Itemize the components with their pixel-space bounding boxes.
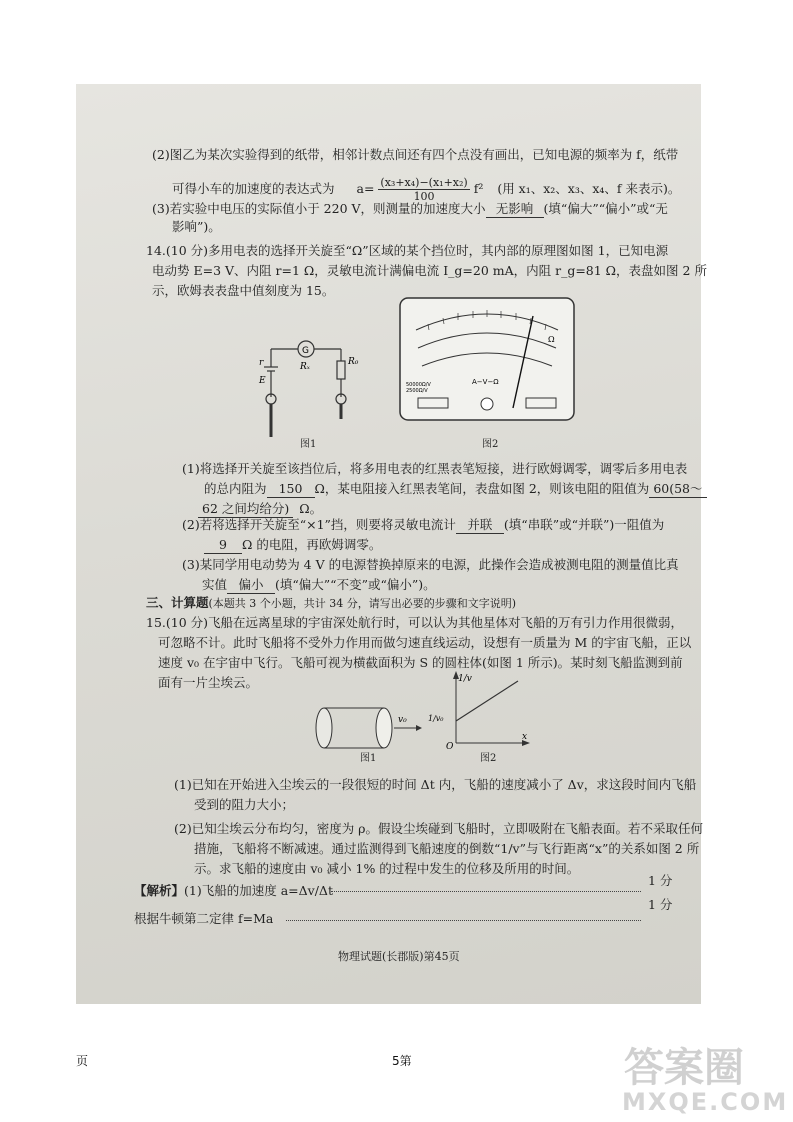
e-label: E [259, 376, 266, 386]
spaceship-cylinder [312, 704, 422, 754]
y-axis-label: 1/v [458, 674, 472, 684]
meter-mode: A−V−Ω [472, 378, 499, 386]
q14-line2: 电动势 E=3 V、内阻 r=1 Ω，灵敏电流计满偏电流 I_g=20 mA，内阻 r_g=81 Ω，表盘如图 2 所 [152, 263, 707, 278]
q13-part3-line1: (3)若实验中电压的实际值小于 220 V，则测量的加速度大小 无影响 (填“偏大”“偏小”或“无 [152, 201, 668, 216]
q14-part2-line1: (2)若将选择开关旋至“×1”挡，则要将灵敏电流计 并联 (填“串联”或“并联”)一阻值为 [182, 517, 665, 532]
q14-part1-line1: (1)将选择开关旋至该挡位后，将多用电表的红黑表笔短接，进行欧姆调零，调零后多用电表 [182, 461, 688, 476]
fig2-caption: 图2 [482, 439, 499, 450]
q15-line2: 可忽略不计。此时飞船将不受外力作用而做匀速直线运动，设想有一质量为 M 的宇宙飞船，正以 [158, 635, 692, 650]
rx-label: Rₓ [300, 362, 310, 372]
q14-part3-line1: (3)某同学用电动势为 4 V 的电源替换掉原来的电源，此操作会造成被测电阻的测量值比真 [182, 557, 679, 572]
q15-part2-line3: 示。求飞船的速度由 v₀ 减小 1% 的过程中发生的位移及所用的时间。 [194, 861, 580, 876]
fig1-caption: 图1 [300, 439, 317, 450]
answer-blank: 9 [204, 536, 242, 554]
acceleration-formula: a= $\frac{\text{(x₃+x₄)−(x₁+x₂)}}{100}$ f² [356, 176, 484, 203]
answer-blank: 150 [267, 480, 315, 498]
answer-blank: 并联 [456, 516, 504, 534]
origin-label: O [446, 742, 454, 749]
q13-part2-line1: (2)图乙为某次实验得到的纸带，相邻计数点间还有四个点没有画出，已知电源的频率为 f，纸带 [152, 147, 679, 162]
r0-label: R₀ [348, 357, 359, 367]
fig1-caption: 图1 [360, 753, 377, 764]
galvanometer-label: G [302, 346, 309, 356]
q14-line1: 14.(10 分)多用电表的选择开关旋至“Ω”区域的某个挡位时，其内部的原理图如图 1，已知电源 [146, 243, 669, 258]
dotted-leader [286, 920, 641, 921]
answer-blank: 偏小 [227, 576, 275, 594]
x-axis-label: x [522, 732, 528, 742]
solution-line1: 【解析】(1)飞船的加速度 a=Δv/Δt [134, 883, 333, 898]
scanned-page [76, 84, 707, 1004]
q15-line4: 面有一片尘埃云。 [158, 675, 259, 690]
q14-part1-line2: 的总内阻为 150 Ω，某电阻接入红黑表笔间，表盘如图 2，则该电阻的阻值为 60(58～ [204, 480, 707, 498]
q15-line1: 15.(10 分)飞船在远离星球的宇宙深处航行时，可以认为其他星体对飞船的万有引力作用很微弱， [146, 615, 684, 630]
q14-part3-line2: 实值 偏小 (填“偏大”“不变”或“偏小”)。 [202, 577, 436, 592]
answer-blank: 60(58～ [649, 480, 706, 498]
answer-blank: 无影响 [486, 200, 544, 218]
q15-part1-line1: (1)已知在开始进入尘埃云的一段很短的时间 Δt 内，飞船的速度减小了 Δv，求这段时间内飞船 [174, 777, 697, 792]
velocity-label: v₀ [398, 715, 407, 725]
q14-line3: 示，欧姆表表盘中值刻度为 15。 [152, 283, 335, 298]
fig2-caption: 图2 [480, 753, 497, 764]
site-watermark: MXQE.COM [622, 1088, 789, 1116]
meter-spec: 50000Ω/V [406, 382, 431, 388]
q14-part1-line3: 62 之间均给分) Ω。 [198, 500, 322, 518]
q14-part2-line2: 9 Ω 的电阻，再欧姆调零。 [204, 536, 381, 554]
inverse-velocity-graph [426, 669, 531, 749]
score-1: 1 分 [648, 873, 673, 888]
ohm-unit: Ω [548, 335, 555, 344]
brand-watermark: 答案圈 [624, 1045, 744, 1091]
q15-part2-line2: 措施，飞船将不断减速。通过监测得到飞船速度的倒数“1/v”与飞行距离“x”的关系如图 2 所 [194, 841, 700, 856]
svg-text:2500Ω/V: 2500Ω/V [406, 388, 428, 394]
q13-part3-line2: 影响”)。 [172, 219, 221, 234]
dotted-leader [331, 891, 641, 892]
q15-part1-line2: 受到的阻力大小； [194, 797, 295, 812]
footer-left: 页 [76, 1054, 89, 1068]
q15-part2-line1: (2)已知尘埃云分布均匀，密度为 ρ。假设尘埃碰到飞船时，立即吸附在飞船表面。若不采取任何 [174, 821, 704, 836]
section-heading: 三、计算题(本题共 3 个小题，共计 34 分，请写出必要的步骤和文字说明) [146, 595, 517, 610]
circuit-diagram [256, 329, 366, 444]
score-2: 1 分 [648, 897, 673, 912]
inner-page-footer: 物理试题(长郡版)第45页 [338, 950, 460, 963]
solution-line2: 根据牛顿第二定律 f=Ma [134, 911, 274, 926]
q13-part2-line2: 可得小车的加速度的表达式为 a= $\frac{\text{(x₃+x₄)−(x₁+x₂)}}{100}$ f² (用 x₁、x₂、x₃、x₄、f 来表示)。 [172, 176, 681, 203]
multimeter-dial [398, 296, 576, 424]
footer-center: 5第 [392, 1054, 412, 1068]
q15-line3: 速度 v₀ 在宇宙中飞行。飞船可视为横截面积为 S 的圆柱体(如图 1 所示)。某时刻飞船监测到前 [158, 655, 683, 670]
y0-label: 1/v₀ [428, 714, 444, 723]
graph-line [456, 681, 518, 721]
r-label: r [259, 358, 264, 368]
